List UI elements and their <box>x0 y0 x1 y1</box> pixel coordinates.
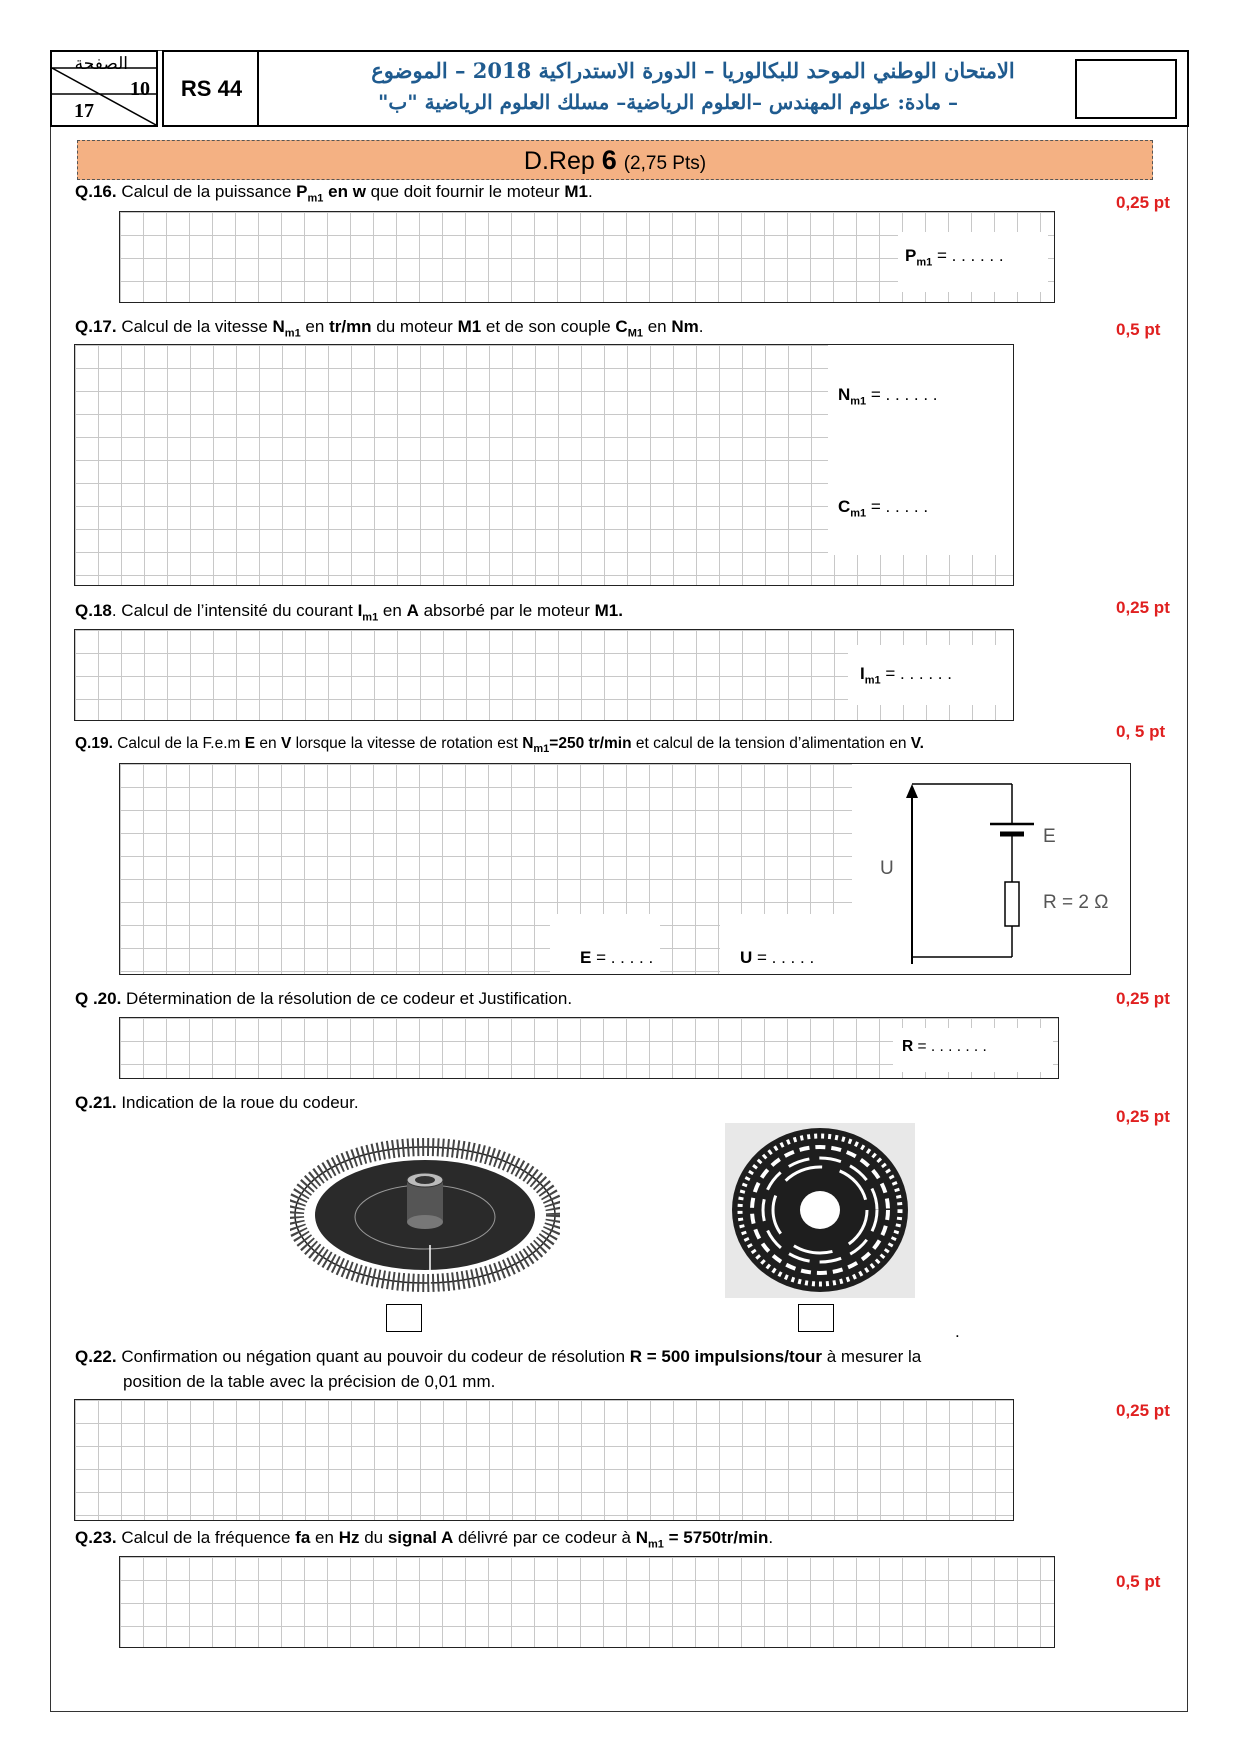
page-number-box <box>50 50 158 127</box>
circuit-label-e: E <box>1043 826 1056 847</box>
question-19: Q.19. Calcul de la F.e.m E en V lorsque la vitesse de rotation est $N_{m1}=250$ tr/min et calcul de la tension d’alimentation en V. <box>75 735 924 756</box>
encoder-choice-checkbox-2[interactable] <box>798 1304 834 1332</box>
section-points: (2,75 Pts) <box>623 153 707 174</box>
question-23-points: 0,5 pt <box>1116 1572 1161 1591</box>
page-label: الصفحة <box>74 54 128 74</box>
question-16-points: 0,25 pt <box>1116 193 1170 212</box>
incremental-encoder-wheel-icon <box>290 1135 560 1295</box>
question-18-points: 0,25 pt <box>1116 598 1170 617</box>
question-21-points: 0,25 pt <box>1116 1107 1170 1126</box>
answer-label-u: U = . . . . . <box>740 948 815 967</box>
exam-title-box <box>257 50 1189 127</box>
answer-grid-q23[interactable] <box>119 1556 1055 1648</box>
exam-title-line1: الامتحان الوطني الموحد للبكالوريا – الدورة الاستدراكية 2018 – الموضوع <box>371 58 1015 83</box>
answer-grid-q18[interactable] <box>74 629 1014 721</box>
answer-grid-q16[interactable] <box>119 211 1055 303</box>
question-22-line2: position de la table avec la précision de 0,01 mm. <box>123 1372 496 1391</box>
section-number: 6 <box>601 145 617 175</box>
reference-blank-box <box>1075 59 1177 119</box>
answer-grid-q20[interactable] <box>119 1017 1059 1079</box>
answer-grid-q19[interactable] <box>119 763 1131 975</box>
question-22-points: 0,25 pt <box>1116 1401 1170 1420</box>
answer-label-pm1: $P_{m1}$ = . . . . . . <box>905 246 1004 269</box>
answer-label-nm1: $N_{m1}$ = . . . . . . <box>838 385 938 408</box>
question-20: Q .20. Détermination de la résolution de ce codeur et Justification. <box>75 989 573 1008</box>
question-17-points: 0,5 pt <box>1116 320 1161 339</box>
voltage-arrow-icon <box>906 784 918 798</box>
circuit-label-u: U <box>880 858 894 879</box>
stray-dot: . <box>955 1322 960 1341</box>
answer-grid-q22[interactable] <box>74 1399 1014 1521</box>
absolute-encoder-disc-icon <box>725 1123 915 1298</box>
page-total: 17 <box>74 100 94 122</box>
question-21: Q.21. Indication de la roue du codeur. <box>75 1093 359 1112</box>
question-22: Q.22. Confirmation ou négation quant au pouvoir du codeur de résolution R = 500 impulsions/tour à mesurer la <box>75 1347 922 1366</box>
encoder-choice-checkbox-1[interactable] <box>386 1304 422 1332</box>
section-prefix: D.Rep <box>523 147 595 175</box>
question-20-points: 0,25 pt <box>1116 989 1170 1008</box>
question-16: Q.16. Calcul de la puissance $P_{m1}$ en w que doit fournir le moteur M1. <box>75 182 593 205</box>
answer-grid-q17[interactable] <box>74 344 1014 586</box>
section-banner <box>77 140 1153 180</box>
answer-label-e: E = . . . . . <box>580 948 654 967</box>
answer-label-cm1: $C_{m1}$ = . . . . . <box>838 497 929 520</box>
question-23: Q.23. Calcul de la fréquence fa en Hz du signal A délivré par ce codeur à $N_{m1} = 5750tr/\min$. <box>75 1528 774 1551</box>
exam-code: RS 44 <box>162 50 261 127</box>
question-18: Q.18. Calcul de l’intensité du courant $I_{m1}$ en A absorbé par le moteur M1. <box>75 601 623 624</box>
question-19-points: 0, 5 pt <box>1116 722 1166 741</box>
answer-label-r: R = . . . . . . . <box>902 1038 987 1055</box>
page-number: 10 <box>130 78 150 100</box>
answer-label-im1: $I_{m1}$ = . . . . . . <box>860 664 952 687</box>
circuit-label-r: R = 2 Ω <box>1043 892 1109 913</box>
exam-title-line2: – مادة: علوم المهندس –العلوم الرياضية– مسلك العلوم الرياضية "ب" <box>377 90 959 114</box>
question-17: Q.17. Calcul de la vitesse $N_{m1}$ en tr/mn du moteur M1 et de son couple $C_{M1}$ en Nm. <box>75 317 704 340</box>
